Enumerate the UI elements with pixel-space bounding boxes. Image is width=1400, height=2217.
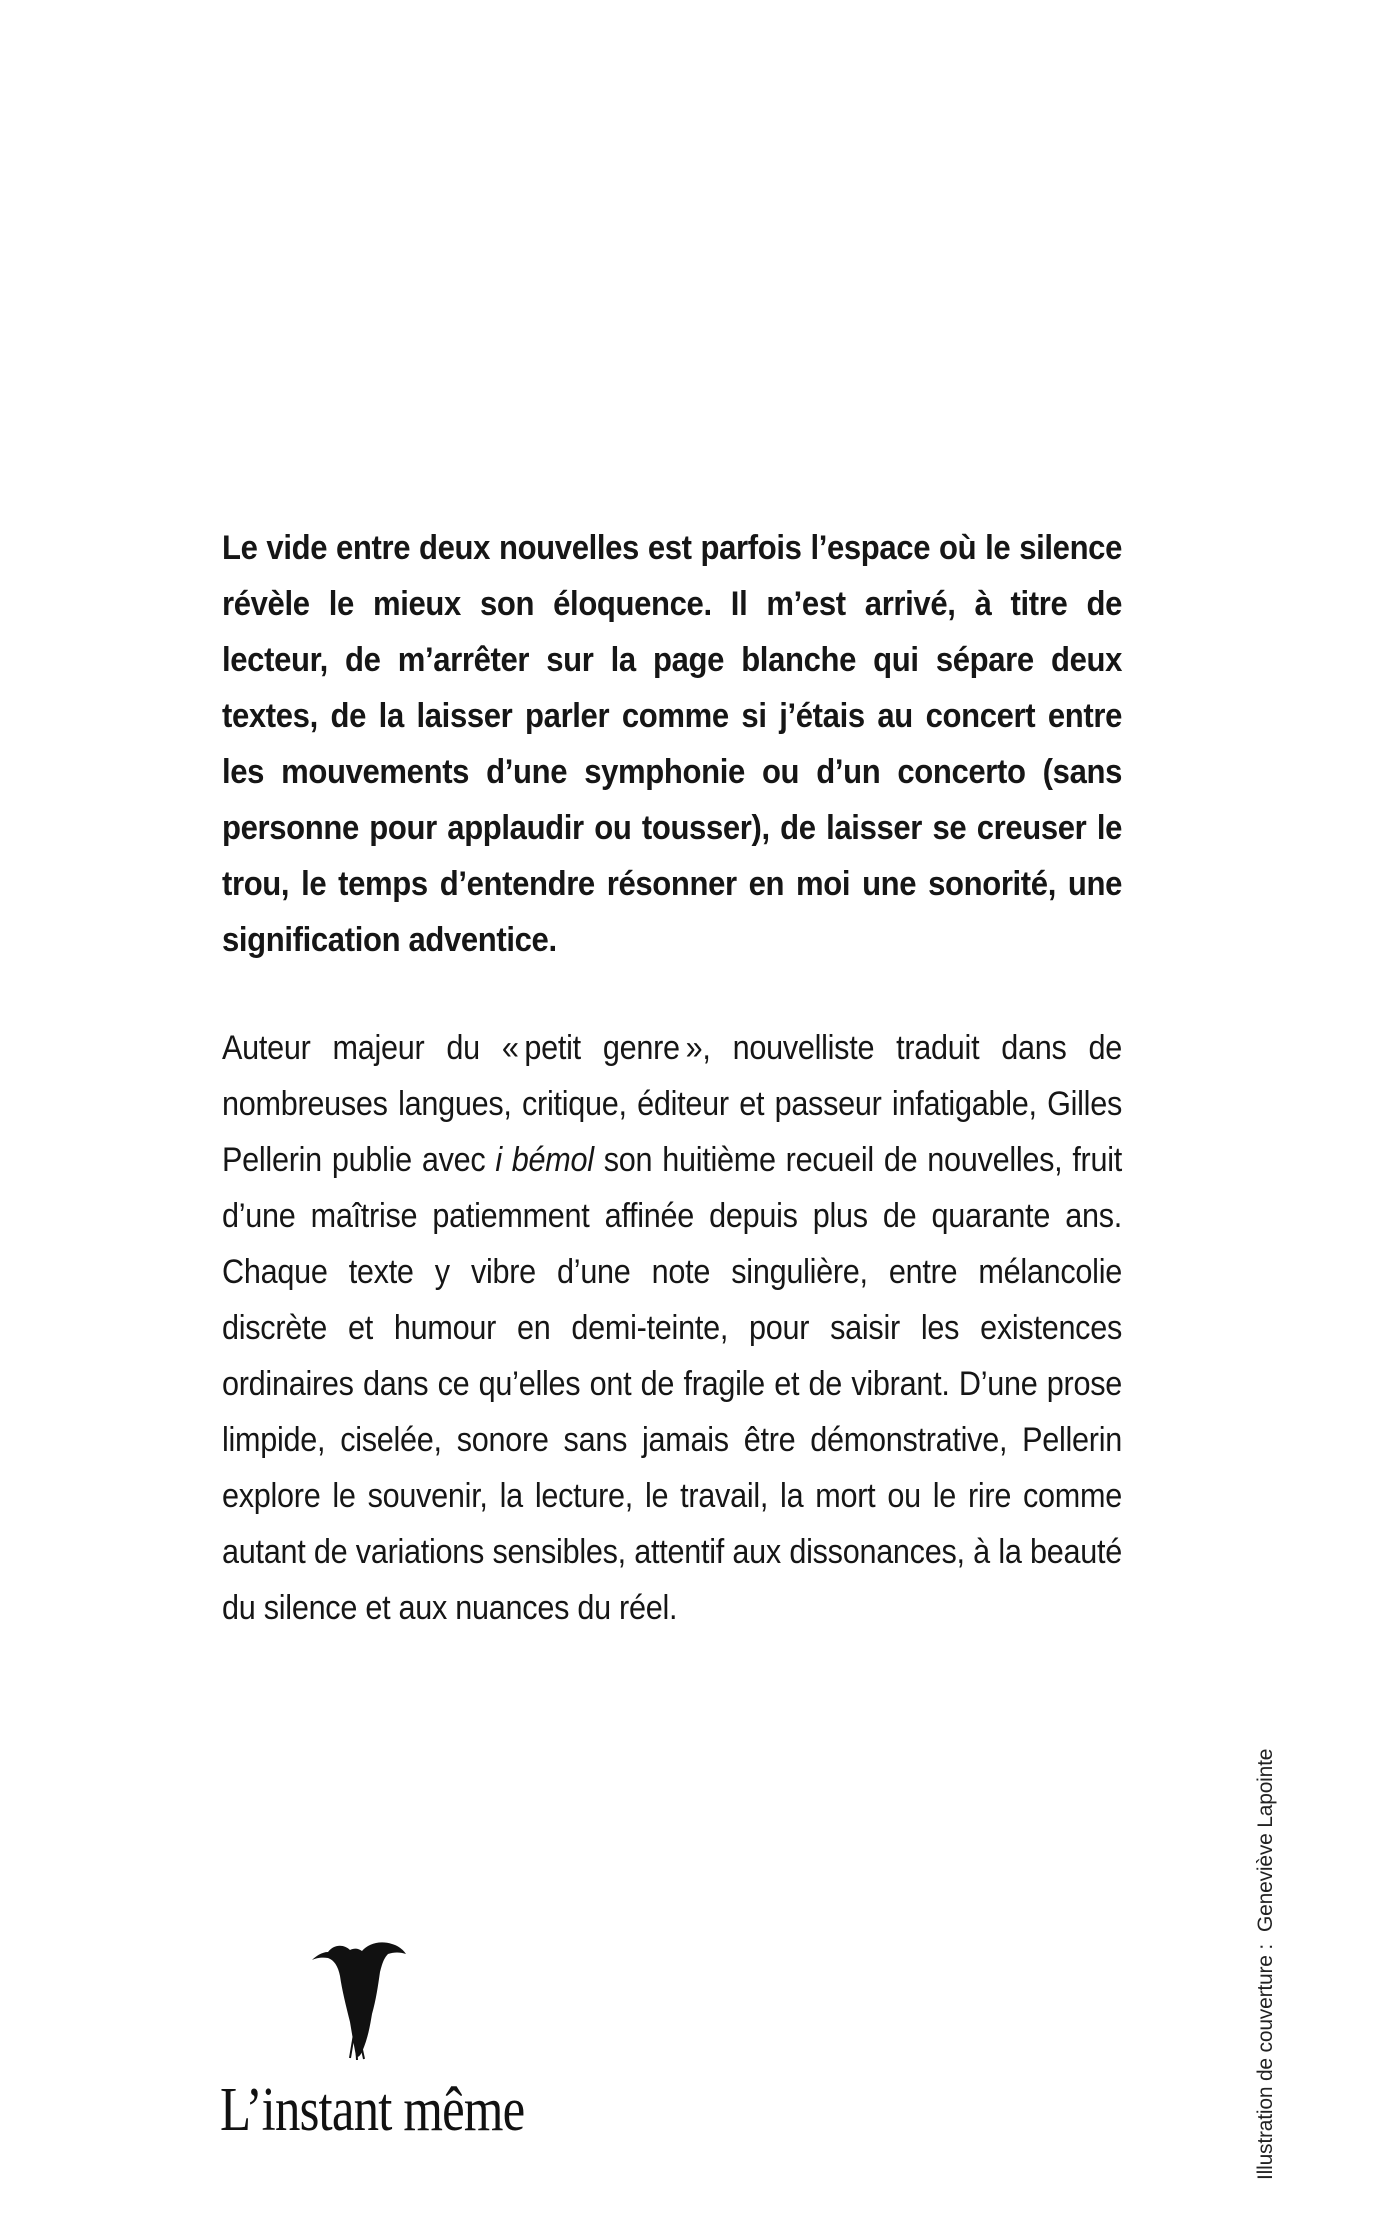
description-text-end: son huitième recueil de nouvelles, fruit d’une maîtrise patiemment affinée depuis plus de quarante ans. Chaque texte y vibre d’une note singulière, entre mélancolie discrète et humour en demi-teinte, pour saisir les existences ordinaires dans ce qu’elles ont de fragile et de vibrant. D’une prose limpide, ciselée, sonore sans jamais être démonstrative, Pellerin explore le souvenir, la lecture, le travail, la mort ou le rire comme autant de variations sensibles, attentif aux dissonances, à la beauté du silence et aux nuances du réel. bbox=[222, 1141, 1122, 1627]
description-paragraph bbox=[222, 1020, 1122, 1636]
excerpt-text: Le vide entre deux nouvelles est parfois l’espace où le silence révèle le mieux son éloquence. Il m’est arrivé, à titre de lecteur, de m’arrêter sur la page blanche qui sépare deux textes, de la laisser parler comme si j’étais au concert entre les mouvements d’une symphonie ou d’un concerto (sans personne pour applaudir ou tousser), de laisser se creuser le trou, le temps d’entendre résonner en moi une sonorité, une signification adventice. bbox=[222, 529, 1122, 959]
credit-label: Illustration de couverture : bbox=[1254, 1943, 1277, 2180]
crow-icon bbox=[310, 1930, 410, 2060]
publisher-logo-text: L’instant même bbox=[220, 2076, 525, 2144]
book-description bbox=[222, 1020, 1122, 1636]
cover-illustration-credit bbox=[1254, 1749, 1278, 2180]
book-title: i bémol bbox=[495, 1141, 594, 1179]
credit-name: Geneviève Lapointe bbox=[1254, 1748, 1277, 1932]
excerpt-quote bbox=[222, 520, 1122, 968]
description-text-start: Auteur majeur du « petit genre », nouvelliste traduit dans de nombreuses langues, critique, éditeur et passeur infatigable, Gilles Pellerin publie avec bbox=[222, 1029, 1122, 1179]
